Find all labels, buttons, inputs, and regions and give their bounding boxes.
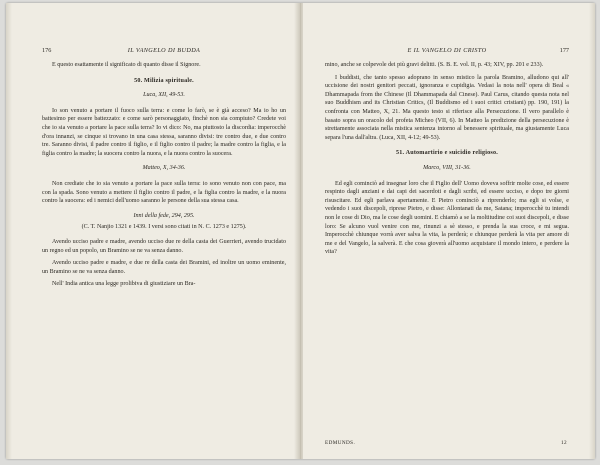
- left-page: [6, 3, 298, 459]
- matteo-text: Non crediate che io sia venuto a portare la pace sulla terra: io sono venuto non con pace, ma con la spada. Sono venuto a mettere il figlio contro il padre, e la figlia contro la madre, e la nuora contro la suocera: ed i nemici dell'uomo saranno le persone della sua stessa casa.: [42, 180, 286, 205]
- left-running-title: IL VANGELO DI BUDDA: [127, 47, 201, 54]
- matteo-reference: Matteo, X, 34-36.: [142, 165, 186, 172]
- left-paragraph-c: Nell' India antica una legge prolibiva di giustiziare un Bra-: [52, 281, 196, 288]
- right-page-content: [325, 47, 569, 261]
- left-page-edge: [6, 3, 12, 459]
- right-running-title: E IL VANGELO DI CRISTO: [407, 47, 487, 54]
- luca-reference: Luca, XII, 49-53.: [143, 92, 185, 99]
- right-paragraph-1: mino, anche se colpevole dei più gravi delitti. (S. B. E. vol. II, p. 43; XIV, pp. 201 e 233).: [325, 62, 544, 68]
- luca-text: Io son venuto a portare il fuoco sulla terra: e come lo farò, se è già acceso? Ma io ho un battesimo per essere battezzato: e come sarò personaggiato, finchè non sia compiuto? Credete voi che io sia venuto a portare la pace sulla terra? Io vi dico: No, ma piuttosto la discordia: imperocchè d'ora innanzi, se cinque si trovano in una casa stessa, saranno divisi: tre contro due, e due contro tre. Saranno divisi, il padre contro il figlio, e il figlio contro il padre; la madre contro la figlia, e la figlia contro la madre; la suocera contro la nuora, e la nuora contro la suocera.: [42, 107, 286, 157]
- marco-reference: Marco, VIII, 31-36.: [423, 164, 471, 171]
- footer-signature: EDMUNDS.: [325, 440, 356, 446]
- left-paragraph-a: Avendo ucciso padre e madre, avendo ucciso due re della casta dei Guerrieri, avendo trucidato un regno ed un popolo, un Bramino se ne va senza danno.: [42, 238, 286, 254]
- section-51-title: 51. Automartirio e suicidio religioso.: [396, 150, 498, 157]
- inni-reference: Inni della fede, 294, 295.: [133, 212, 195, 219]
- inni-subreference: (C. T. Nanjio 1321 e 1439. I versi sono citati in N. C. 1273 e 1275).: [81, 224, 247, 231]
- footer-signature-number: 12: [561, 440, 567, 446]
- open-book: [6, 3, 595, 459]
- right-page: [303, 3, 595, 459]
- section-50-title: 50. Milizia spirituale.: [134, 77, 194, 84]
- left-paragraph-b: Avendo ucciso padre e madre, e due re della casta dei Bramini, ed inoltre un uomo eminente, un Bramino se ne va senza danno.: [42, 260, 286, 275]
- right-paragraph-2: I buddisti, che tanto spesso adoprano in senso mistico la parola Bramino, alludono qui all' uccisione dei nostri genitori peccati, ignoranza e cupidigia. Vedasi la nota nell' opera di Beal « Dhammapada from the Chinese (Il Dhammapada dal Cinese). Paul Carus, citando questa nota nel suo Buddhism and its Christian Critics, (Il Buddismo ed i suoi critici cristiani) pp. 190, 191) la confronta con Matteo, X, 21. Ma questo testo si riferisce alla Persecuzione. Il vero parallelo è basato sopra un oracolo del profeta Micheo (VII, 6). In Matteo la predizione della persecuzione è strettamente associata nella mistica sentenza intorno al benessere spirituale, ma giustamente Luca separa l'una dall'altra. (Luca, XII, 4-12; 49-53).: [325, 74, 569, 141]
- left-page-content: [42, 47, 286, 293]
- left-page-number: 176: [42, 47, 52, 54]
- left-intro: E questo esattamente il significato di quanto disse il Signore.: [52, 62, 201, 68]
- right-paragraph-3: Ed egli cominciò ad insegnar loro che il Figlio dell' Uomo doveva soffrir molte cose, ed essere respinto dagli anziani e dai capi dei sacerdoti e dagli scribi, ed essere ucciso, e dopo tre giorni risuscitare. Ed egli parlava apertamente. E Pietro cominciò a riprenderlo; ma egli si volse, e vedendo i suoi discepoli, riprese Pietro, e disse: Allontanati da me, Satana; imperocchè tu intendi non le cose di Dio, ma le cose degli uomini. E chiamò a se la moltitudine coi suoi discepoli, e disse loro: Se alcuno vuol venire con me, rinunzi a sè stesso, e prenda la sua croce, e mi segua. Imperocchè chiunque vorrà aver salva la vita, la perderà; e chiunque perderà la vita per amore di me e del Vangelo, la salverà. E che cosa gioverà all'uomo acquistare il mondo intero, e perdere la vita?: [325, 180, 569, 256]
- right-page-edge: [589, 3, 595, 459]
- right-page-number: 177: [559, 47, 569, 54]
